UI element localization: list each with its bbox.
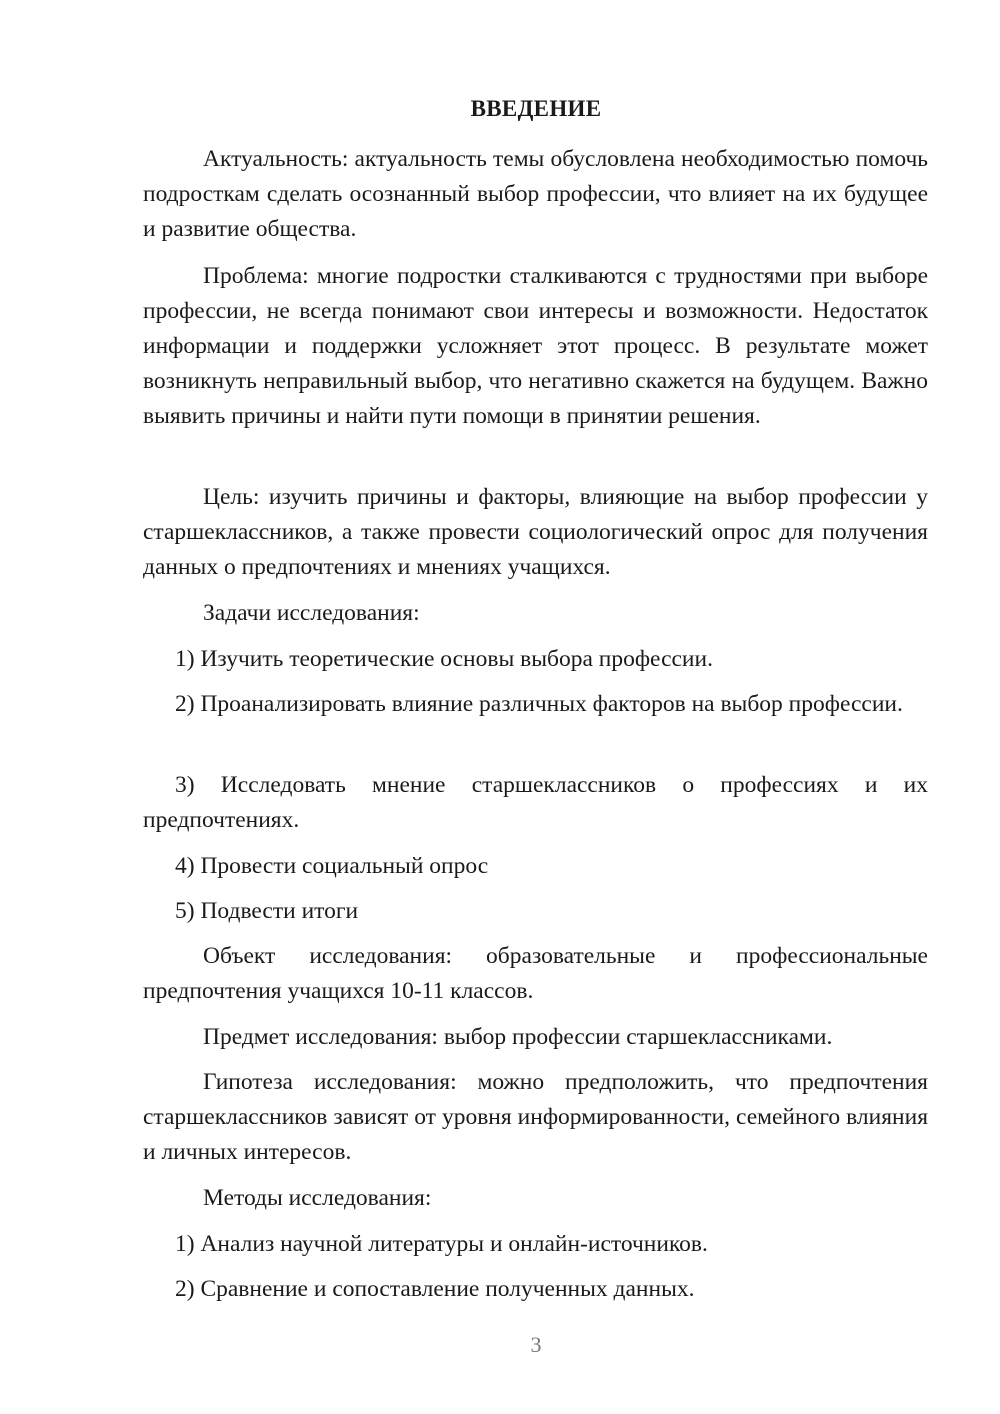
section-title: ВВЕДЕНИЕ xyxy=(470,96,602,121)
task-item-5: 5) Подвести итоги xyxy=(175,898,359,924)
paragraph-relevance: Актуальность: актуальность темы обусловлена необходимостью помочь подросткам сделать осознанный выбор профессии, что влияет на их будущее и развитие общества. xyxy=(143,146,928,242)
method-item-1: 1) Анализ научной литературы и онлайн-источников. xyxy=(175,1231,708,1257)
page-number: 3 xyxy=(530,1332,542,1357)
task-item-2: 2) Проанализировать влияние различных факторов на выбор профессии. xyxy=(175,691,903,717)
paragraph-hypothesis: Гипотеза исследования: можно предположить, что предпочтения старшеклассников зависят от уровня информированности, семейного влияния и личных интересов. xyxy=(143,1069,928,1165)
task-item-1: 1) Изучить теоретические основы выбора профессии. xyxy=(175,646,713,672)
task-item-4: 4) Провести социальный опрос xyxy=(175,853,489,879)
method-item-2: 2) Сравнение и сопоставление полученных данных. xyxy=(175,1276,695,1302)
paragraph-problem: Проблема: многие подростки сталкиваются с трудностями при выборе профессии, не всегда понимают свои интересы и возможности. Недостаток информации и поддержки усложняет этот процесс. В результате может возникнуть неправильный выбор, что негативно скажется на будущем. Важно выявить причины и найти пути помощи в принятии решения. xyxy=(143,263,928,429)
paragraph-goal: Цель: изучить причины и факторы, влияющие на выбор профессии у старшеклассников, а также провести социологический опрос для получения данных о предпочтениях и мнениях учащихся. xyxy=(143,484,928,580)
paragraph-object: Объект исследования: образовательные и профессиональные предпочтения учащихся 10-11 классов. xyxy=(143,943,928,1004)
paragraph-methods-heading: Методы исследования: xyxy=(203,1185,432,1211)
paragraph-tasks-heading: Задачи исследования: xyxy=(203,600,420,626)
paragraph-subject: Предмет исследования: выбор профессии старшеклассниками. xyxy=(203,1024,833,1050)
task-item-3: 3) Исследовать мнение старшеклассников о профессиях и их предпочтениях. xyxy=(143,772,928,833)
